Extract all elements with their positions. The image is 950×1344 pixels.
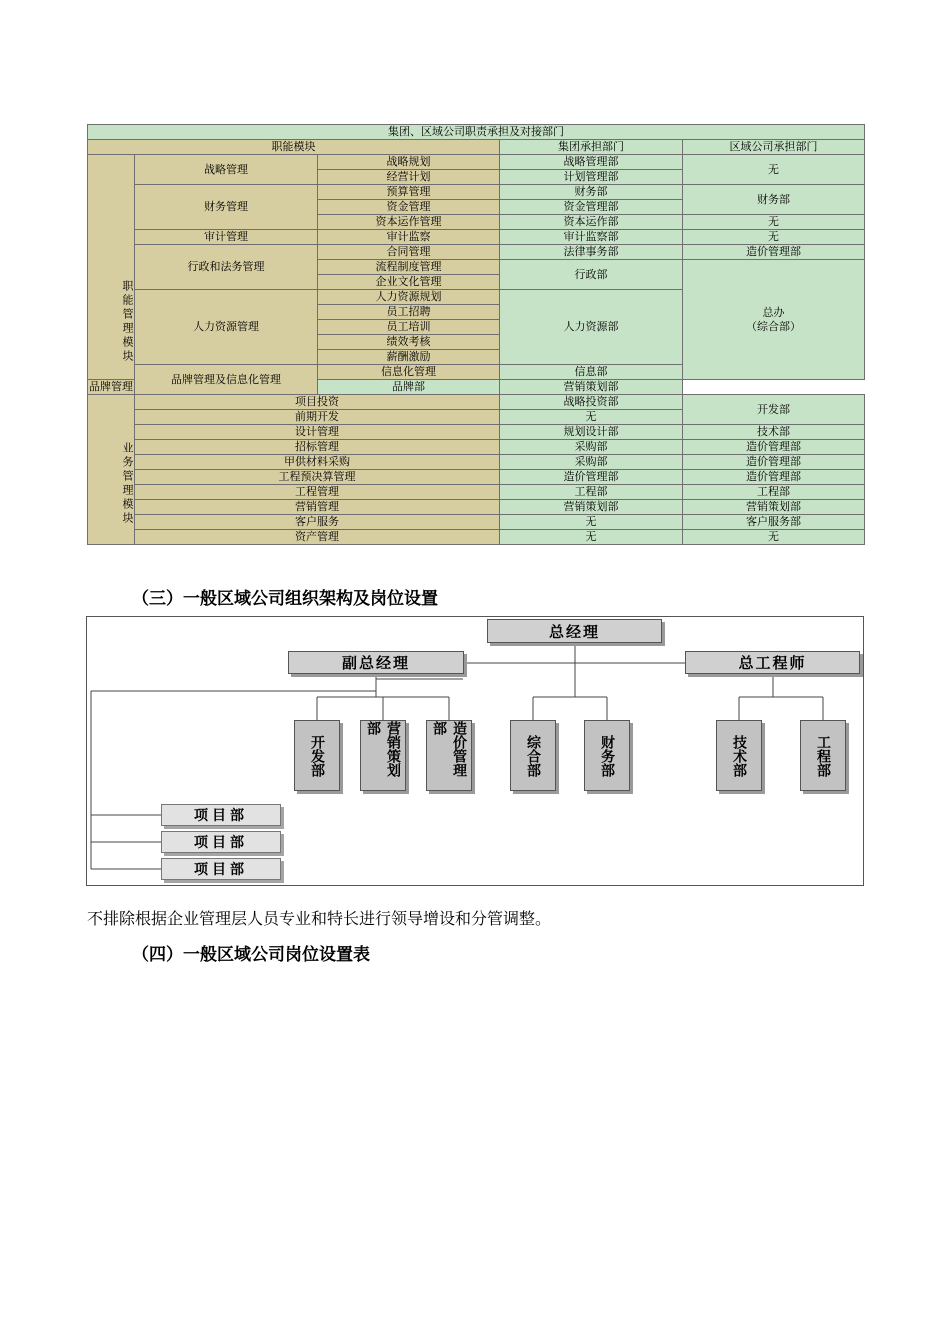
table-cell: 营销策划部 [500,500,683,515]
table-cell: 战略管理 [135,155,318,185]
table-cell: 项目投资 [135,395,500,410]
dept-box-engineering: 工程部 [800,720,846,791]
header-region: 区域公司承担部门 [683,140,865,155]
org-chart [86,616,864,886]
table-cell: 人力资源部 [500,290,683,365]
table-cell: 总办 （综合部） [683,260,865,380]
table-cell: 人力资源规划 [318,290,500,305]
project-box: 项目部 [161,804,281,826]
table-cell: 客户服务部 [683,515,865,530]
table-cell: 战略管理部 [500,155,683,170]
table-cell: 前期开发 [135,410,500,425]
table-cell: 资金管理 [318,200,500,215]
table-cell: 员工培训 [318,320,500,335]
table-cell: 战略规划 [318,155,500,170]
table-cell: 采购部 [500,455,683,470]
table-cell: 资产管理 [135,530,500,545]
dept-box-cost: 造价管理部 [426,720,472,791]
table-cell: 合同管理 [318,245,500,260]
table-cell: 品牌部 [318,380,500,395]
table-cell: 品牌管理 [89,380,133,393]
table-cell: 经营计划 [318,170,500,185]
table-cell: 工程预决算管理 [135,470,500,485]
table-cell: 审计监察部 [500,230,683,245]
project-box: 项目部 [161,831,281,853]
table-cell: 薪酬激励 [318,350,500,365]
dept-box-finance: 财务部 [584,720,630,791]
project-box: 项目部 [161,858,281,880]
table-title: 集团、区域公司职责承担及对接部门 [88,125,865,140]
responsibility-table [87,124,865,545]
table-cell: 绩效考核 [318,335,500,350]
table-cell: 员工招聘 [318,305,500,320]
table-cell: 信息部 [500,365,683,380]
table-cell: 企业文化管理 [318,275,500,290]
table-cell: 财务部 [500,185,683,200]
table-cell: 工程部 [500,485,683,500]
chief-engineer-box: 总工程师 [685,651,860,674]
table-cell: 审计监察 [318,230,500,245]
vp-box: 副总经理 [288,651,464,674]
table-cell: 工程管理 [135,485,500,500]
table-cell: 预算管理 [318,185,500,200]
table-cell: 无 [500,410,683,425]
table-cell: 人力资源管理 [135,290,318,365]
table-cell: 客户服务 [135,515,500,530]
section-heading-posts: （四）一般区域公司岗位设置表 [132,945,370,965]
table-cell: 无 [683,155,865,185]
dept-box-development: 开发部 [294,720,340,791]
table-cell: 品牌管理及信息化管理 [135,365,318,395]
table-cell: 流程制度管理 [318,260,500,275]
table-cell: 造价管理部 [683,245,865,260]
section-heading-org: （三）一般区域公司组织架构及岗位设置 [132,589,438,609]
table-cell: 无 [683,230,865,245]
ceo-box: 总经理 [487,619,662,643]
table-cell: 审计管理 [135,230,318,245]
table-cell: 营销策划部 [500,380,683,395]
func-module-label: 职能管理模块 [88,155,135,380]
table-cell: 无 [500,515,683,530]
header-module: 职能模块 [88,140,500,155]
table-cell: 设计管理 [135,425,500,440]
table-cell: 资金管理部 [500,200,683,215]
table-cell: 造价管理部 [683,440,865,455]
table-cell: 信息化管理 [318,365,500,380]
table-cell: 营销策划部 [683,500,865,515]
biz-module-label: 业务管理模块 [88,395,135,545]
table-cell: 营销管理 [135,500,500,515]
table-cell: 财务部 [683,185,865,215]
table-cell: 采购部 [500,440,683,455]
table-cell: 规划设计部 [500,425,683,440]
table-cell: 招标管理 [135,440,500,455]
table-cell: 行政部 [500,260,683,290]
note-paragraph: 不排除根据企业管理层人员专业和特长进行领导增设和分管调整。 [87,909,552,928]
table-cell: 技术部 [683,425,865,440]
table-cell: 造价管理部 [683,455,865,470]
table-cell: 无 [683,530,865,545]
table-cell: 造价管理部 [500,470,683,485]
dept-box-general: 综合部 [510,720,556,791]
dept-box-technical: 技术部 [716,720,762,791]
table-cell: 行政和法务管理 [135,245,318,290]
table-cell: 法律事务部 [500,245,683,260]
header-group: 集团承担部门 [500,140,683,155]
table-cell: 财务管理 [135,185,318,230]
table-cell: 工程部 [683,485,865,500]
table-cell: 甲供材料采购 [135,455,500,470]
table-cell: 资本运作管理 [318,215,500,230]
table-cell: 资本运作部 [500,215,683,230]
dept-box-marketing: 营销策划部 [360,720,406,791]
table-cell: 造价管理部 [683,470,865,485]
table-cell: 无 [500,530,683,545]
table-cell: 无 [683,215,865,230]
table-cell: 计划管理部 [500,170,683,185]
table-cell: 开发部 [683,395,865,425]
table-cell: 战略投资部 [500,395,683,410]
